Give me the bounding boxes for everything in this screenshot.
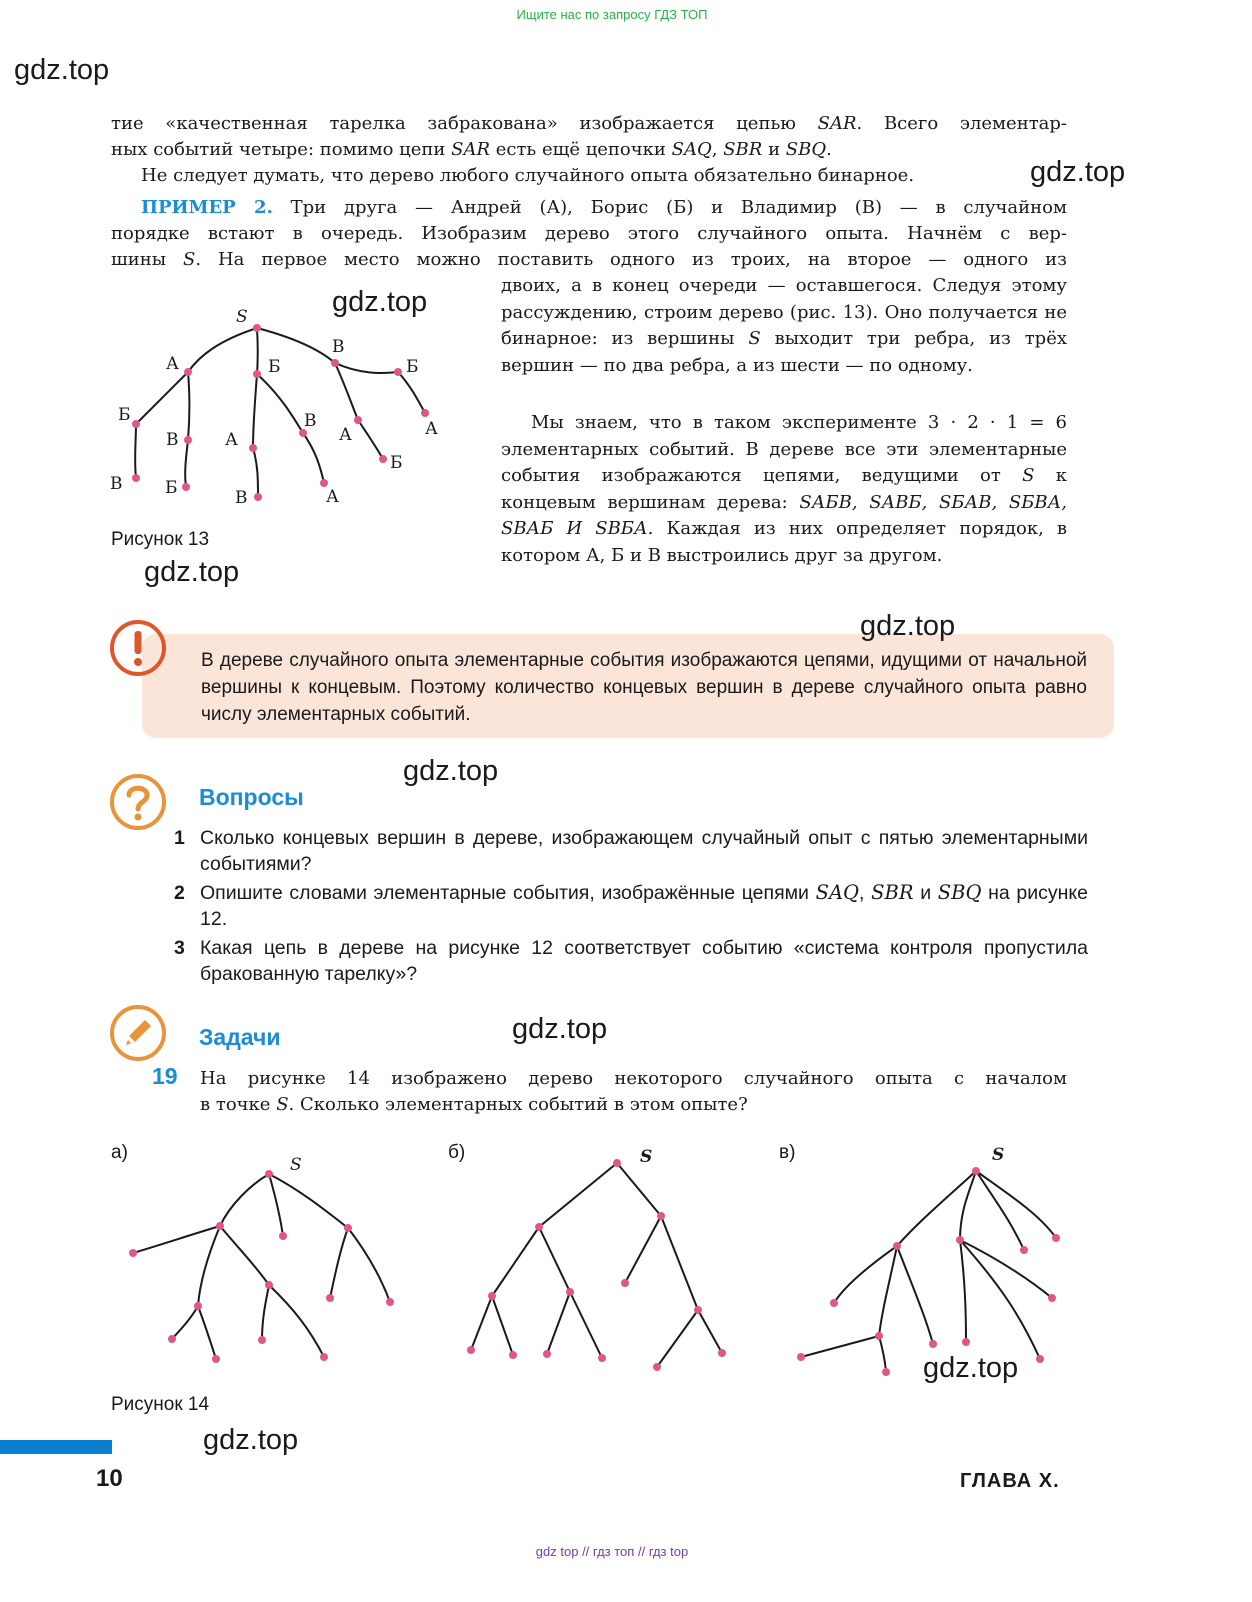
tree-node [132, 420, 140, 428]
edge [976, 1171, 1024, 1250]
tree-node [421, 409, 429, 417]
watermark: gdz.top [403, 755, 499, 787]
figure-14-trees [100, 1140, 1080, 1380]
tree-node [830, 1299, 838, 1307]
edge [398, 372, 425, 413]
edge [492, 1227, 539, 1296]
tree-node [929, 1340, 937, 1348]
example-line-2: порядке встают в очередь. Изобразим дерево этого случайного опыта. Начнём с вер- [111, 223, 1067, 244]
tree-node [535, 1223, 543, 1231]
tree-node [129, 1249, 137, 1257]
edge [539, 1163, 617, 1227]
edge [335, 363, 358, 420]
tree-root-label: S [992, 1145, 1005, 1165]
edge [262, 1285, 269, 1340]
edge [335, 363, 398, 373]
watermark: gdz.top [1030, 156, 1126, 188]
tree-label: Б [118, 405, 131, 425]
question-icon [108, 772, 168, 832]
tree-label: А [166, 354, 179, 374]
watermark: gdz.top [14, 54, 110, 86]
figure-14a-label: а) [111, 1142, 128, 1163]
tree-node [657, 1212, 665, 1220]
tree-label: А [225, 430, 238, 450]
tree-node [253, 370, 261, 378]
tree-node [258, 1336, 266, 1344]
tree-node [168, 1335, 176, 1343]
search-hint: Ищите нас по запросу ГДЗ ТОП [516, 7, 708, 22]
edge [303, 433, 324, 483]
edge [547, 1292, 570, 1354]
tree-node [320, 1353, 328, 1361]
edge [220, 1226, 269, 1285]
tree-node [132, 474, 140, 482]
tree-node [184, 368, 192, 376]
tree-node [249, 444, 257, 452]
edge [269, 1174, 283, 1236]
tasks-title: Задачи [199, 1024, 281, 1050]
tree-node [956, 1236, 964, 1244]
tree-node [962, 1338, 970, 1346]
task-line-1: На рисунке 14 изображено дерево некоторого случайного опыта с началом [200, 1068, 1067, 1089]
tree-label: А [425, 419, 438, 439]
tree-labels [110, 307, 438, 508]
tree-node [972, 1167, 980, 1175]
tree-node [1048, 1294, 1056, 1302]
question-text: Сколько концевых вершин в дереве, изображающем случайный опыт с пятью элементарными событиями? [200, 827, 1088, 875]
example-line-3: шины S. На первое место можно поставить одного из троих, на второе — одного из [111, 249, 1067, 270]
tree-label: А [339, 425, 352, 445]
edge [188, 372, 190, 440]
tree-node [265, 1281, 273, 1289]
watermark: gdz.top [512, 1013, 608, 1045]
tree-node [1020, 1246, 1028, 1254]
tree-c [797, 1145, 1060, 1376]
tree-node [279, 1232, 287, 1240]
edge [269, 1285, 324, 1357]
question-number: 2 [174, 882, 185, 904]
tree-node [331, 359, 339, 367]
question-item [0, 825, 1100, 877]
tree-b [467, 1147, 726, 1371]
tree-node [354, 416, 362, 424]
example-line-1: ПРИМЕР 2. Три друга — Андрей (А), Борис (Б) и Владимир (В) — в случайном [141, 197, 1067, 218]
edge [257, 374, 303, 433]
tree-node [598, 1354, 606, 1362]
tree-node [509, 1351, 517, 1359]
page-number: 10 [96, 1465, 123, 1492]
edge [253, 448, 258, 497]
edge [801, 1336, 879, 1357]
edge [570, 1292, 602, 1358]
edge [135, 424, 136, 478]
edge [897, 1246, 933, 1344]
tree-label: В [332, 337, 345, 357]
edge [657, 1310, 698, 1367]
question-item [0, 935, 1100, 987]
edge [879, 1336, 886, 1372]
tree-node [653, 1363, 661, 1371]
edge [960, 1171, 976, 1240]
pencil-icon [108, 1003, 168, 1063]
tree-node [394, 368, 402, 376]
tree-node [386, 1298, 394, 1306]
tree-label: S [236, 307, 248, 327]
tree-label: В [110, 474, 123, 494]
tree-node [543, 1350, 551, 1358]
figure-14b-label: б) [448, 1142, 466, 1163]
question-text: Опишите словами элементарные события, изображённые цепями SAQ, SBR и SBQ на рисунке 12. [200, 881, 1089, 930]
footer-accent-bar [0, 1440, 112, 1454]
tree-node [212, 1355, 220, 1363]
edge [539, 1227, 570, 1292]
figure-13-tree [100, 300, 460, 520]
tree-label: Б [406, 357, 419, 377]
watermark: gdz.top [923, 1352, 1019, 1384]
edge [471, 1296, 492, 1350]
questions-title: Вопросы [199, 784, 304, 810]
tree-node [893, 1242, 901, 1250]
edge [198, 1226, 220, 1306]
tree-node [875, 1332, 883, 1340]
edge [253, 374, 257, 448]
example-label: ПРИМЕР 2. [141, 197, 273, 218]
tree-label: А [326, 487, 339, 507]
edge [960, 1240, 1040, 1359]
chapter-label: ГЛАВА X. [960, 1470, 1060, 1492]
footer-link[interactable]: гдз top [648, 1544, 689, 1559]
edge [358, 420, 383, 459]
tree-node [182, 483, 190, 491]
edge [492, 1296, 513, 1355]
tree-node [882, 1368, 890, 1376]
tree-node [216, 1222, 224, 1230]
edge [133, 1226, 220, 1253]
watermark: gdz.top [144, 556, 240, 588]
edge [348, 1228, 390, 1302]
tree-node [718, 1349, 726, 1357]
tree-root-label: S [290, 1155, 302, 1175]
intro-line-2: ных событий четыре: помимо цепи SAR есть ещё цепочки SAQ, SBR и SBQ. [111, 139, 832, 160]
tree-a [129, 1155, 394, 1363]
footer-link[interactable]: гдз топ [592, 1544, 635, 1559]
example-right-para-1: двоих, а в конец очереди — оставшегося. Следуя этому рассуждению, строим дерево (рис. 13). Оно получается не бинарное: из вершины S выходит три ребра, из трёх вершин — по два ребра, а из шести — по одному. [501, 275, 1068, 376]
watermark: gdz.top [860, 610, 956, 642]
notice-text: В дереве случайного опыта элементарные события изображаются цепями, идущими от начальной вершины к концевым. Поэтому количество концевых вершин в дереве случайного опыта равно числу элементарных событий. [201, 650, 1087, 725]
edge [625, 1216, 661, 1283]
question-number: 1 [174, 827, 185, 849]
tree-node [265, 1170, 273, 1178]
tree-node [613, 1159, 621, 1167]
edge [617, 1163, 661, 1216]
figure-13-caption: Рисунок 13 [111, 529, 210, 550]
edge [172, 1306, 198, 1339]
task-number: 19 [152, 1063, 178, 1089]
edge [960, 1240, 966, 1342]
tree-nodes [132, 324, 429, 501]
intro-line-1: тие «качественная тарелка забракована» изображается цепью SAR. Всего элементар- [111, 113, 1067, 134]
figure-14-caption: Рисунок 14 [111, 1394, 210, 1415]
tree-root-label: S [640, 1147, 653, 1167]
watermark: gdz.top [203, 1424, 299, 1456]
edge [185, 440, 188, 487]
tree-node [379, 455, 387, 463]
tree-node [194, 1302, 202, 1310]
edge [198, 1306, 216, 1359]
tree-node [326, 1294, 334, 1302]
edge [960, 1240, 1052, 1298]
edge [330, 1228, 348, 1298]
edge [976, 1171, 1056, 1238]
edge [220, 1174, 269, 1226]
tree-node [253, 324, 261, 332]
figure-14c-label: в) [779, 1142, 796, 1163]
exclamation-icon [108, 618, 168, 678]
edge [136, 372, 188, 424]
edge [834, 1246, 897, 1303]
edge [188, 328, 257, 372]
tree-label: Б [165, 478, 178, 498]
tree-node [184, 436, 192, 444]
tree-label: В [235, 488, 248, 508]
question-number: 3 [174, 937, 185, 959]
edge [661, 1216, 698, 1310]
footer-link[interactable]: gdz top [535, 1544, 579, 1559]
tree-node [488, 1292, 496, 1300]
tree-label: Б [268, 357, 281, 377]
edge [698, 1310, 722, 1353]
tree-label: В [166, 430, 179, 450]
tree-node [621, 1279, 629, 1287]
tree-node [1036, 1355, 1044, 1363]
tree-node [320, 479, 328, 487]
tree-node [467, 1346, 475, 1354]
tree-label: В [304, 411, 317, 431]
watermark: gdz.top [332, 286, 428, 318]
tree-node [566, 1288, 574, 1296]
tree-node [254, 493, 262, 501]
question-text: Какая цепь в дереве на рисунке 12 соответствует событию «система контроля пропустила бракованную тарелку»? [200, 937, 1088, 985]
edge [879, 1246, 897, 1336]
question-item [0, 880, 1100, 932]
intro-line-3: Не следует думать, что дерево любого случайного опыта обязательно бинарное. [141, 165, 915, 186]
task-line-2-text: в точке S. Сколько элементарных событий в этом опыте? [200, 1094, 748, 1115]
edge [257, 328, 258, 374]
tree-node [1052, 1234, 1060, 1242]
tree-label: Б [390, 453, 403, 473]
tree-node [344, 1224, 352, 1232]
footer-links: gdz top // гдз топ // гдз top [535, 1544, 689, 1559]
tree-node [694, 1306, 702, 1314]
tree-node [797, 1353, 805, 1361]
example-right-para-2: Мы знаем, что в таком эксперименте 3 · 2 · 1 = 6 элементарных событий. В дереве все эти элементарные события изображаются цепями, ведущими от S к концевым вершинам дерева: SАБВ, SАВБ, SБАВ, SБВА, SВАБ И SВБА. Каждая из них определяет порядок, в котором А, Б и В выстроились друг за другом. [501, 412, 1067, 566]
